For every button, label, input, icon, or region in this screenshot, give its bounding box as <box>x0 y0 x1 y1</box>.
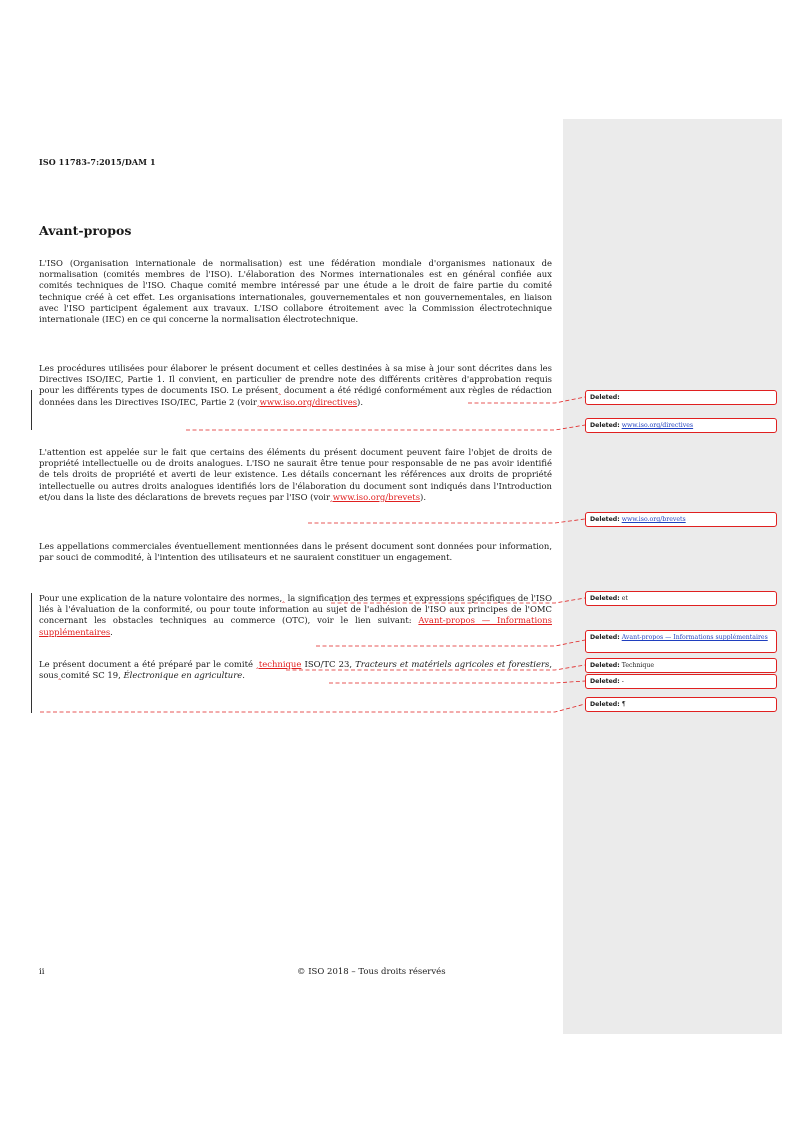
comment-value: - <box>621 678 624 685</box>
deletion-mark: ‸ <box>282 594 285 603</box>
directives-link[interactable]: www.iso.org/directives <box>259 396 358 407</box>
comment-label: Deleted: <box>590 394 620 401</box>
comment-value: www.iso.org/directives <box>621 422 694 429</box>
comment-balloon[interactable] <box>585 697 777 712</box>
paragraph-committee-text-d: comité SC 19, <box>60 670 121 681</box>
paragraph-committee-text-a: Le présent document a été préparé par le comité <box>39 659 253 669</box>
leader-line <box>286 665 585 670</box>
leader-line <box>316 640 585 646</box>
copyright-notice: © ISO 2018 – Tous droits réservés <box>297 967 446 977</box>
paragraph-intro: L'ISO (Organisation internationale de normalisation) est une fédération mondiale d'organismes nationaux de normalisation (comités membres de l'ISO). L'élaboration des Normes internationales est en général confiée aux comités techniques de l'ISO. Chaque comité membre intéressé par une étude a le droit de faire partie du comité technique créé à cet effet. Les organisations internationales, gouvernementales et non gouvernementales, en liaison avec l'ISO participent également aux travaux. L'ISO collabore étroitement avec la Commission électrotechnique internationale (IEC) en ce qui concerne la normalisation électrotechnique. <box>39 258 552 325</box>
leader-line <box>40 704 585 712</box>
leader-line <box>308 519 585 523</box>
page-number: ii <box>39 967 45 977</box>
deletion-mark: ‸ <box>278 386 281 396</box>
comment-label: Deleted: <box>590 422 620 429</box>
comment-value: www.iso.org/brevets <box>621 516 686 523</box>
paragraph-conformity-text-a: Pour une explication de la nature volontaire des normes, <box>39 593 283 603</box>
paragraph-committee-end: . <box>242 670 245 681</box>
paragraph-patents-end: ). <box>420 491 427 502</box>
inserted-text-technique: technique <box>258 659 302 669</box>
comment-balloon[interactable] <box>585 591 777 606</box>
paragraph-committee-text-c: , sous <box>39 659 553 681</box>
paragraph-committee-text-b: ISO/TC 23, <box>304 659 353 669</box>
comment-balloon[interactable] <box>585 390 777 405</box>
comment-label: Deleted: <box>590 701 620 708</box>
comment-value: ¶ <box>621 701 626 708</box>
comment-label: Deleted: <box>590 662 620 669</box>
page-title: Avant-propos <box>39 223 132 238</box>
leader-line <box>468 397 585 403</box>
leader-line <box>186 425 585 430</box>
committee-sc-name: Électronique en agriculture <box>123 670 243 681</box>
comment-balloon[interactable] <box>585 674 777 689</box>
comment-label: Deleted: <box>590 678 620 685</box>
comment-label: Deleted: <box>590 595 620 602</box>
comment-value: Avant-propos — Informations supplémentaires <box>621 634 768 641</box>
comment-value: Technique <box>621 662 655 669</box>
paragraph-procedures-end: ). <box>357 396 364 407</box>
paragraph-procedures-text-b: document a été rédigé conformément aux règles de rédaction données dans les Directives ISO/IEC, Partie 2 (voir <box>39 385 552 407</box>
patents-link[interactable]: www.iso.org/brevets <box>332 491 421 502</box>
comment-balloon[interactable] <box>585 658 777 673</box>
comment-value: et <box>621 595 628 602</box>
comment-balloon[interactable] <box>585 512 777 527</box>
comment-balloon[interactable] <box>585 418 777 433</box>
supplementary-info-link[interactable]: Avant-propos — Informations supplémentaires <box>39 615 552 637</box>
comment-label: Deleted: <box>590 634 620 641</box>
paragraph-procedures-text-a: Les procédures utilisées pour élaborer le présent document et celles destinées à sa mise à jour sont décrites dans les Directives ISO/IEC, Partie 1. Il convient, en particulier de prendre note des différents critères d'approbation requis pour les différents types de documents ISO. Le présent <box>39 363 552 396</box>
paragraph-conformity-end: . <box>110 626 113 637</box>
leader-line <box>331 598 585 603</box>
paragraph-conformity-text-b: la signification des termes et expressions spécifiques de l'ISO liés à l'évaluation de la conformité, ou pour toute information au sujet de l'adhésion de l'ISO aux principes de l'OMC concernant les obstacles techniques au commerce (OTC), voir le lien suivant: <box>39 593 553 626</box>
deletion-mark: ‸ <box>256 660 259 669</box>
comment-balloon[interactable] <box>585 630 777 653</box>
deletion-mark: ‸ <box>58 671 61 681</box>
deletion-mark: ‸ <box>330 492 333 502</box>
leader-line <box>329 681 585 683</box>
document-header: ISO 11783-7:2015/DAM 1 <box>39 157 156 167</box>
paragraph-patents-text: L'attention est appelée sur le fait que certains des éléments du présent document peuvent faire l'objet de droits de propriété intellectuelle ou de droits analogues. L'ISO ne saurait être tenue pour responsable de ne pas avoir identifié de tels droits de propriété et averti de leur existence. Les détails concernant les références aux droits de propriété intellectuelle ou autres droits analogues identifiés lors de l'élaboration du document sont indiqués dans l'Introduction et/ou dans la liste des déclarations de brevets reçues par l'ISO (voir <box>39 447 552 502</box>
paragraph-trademarks: Les appellations commerciales éventuellement mentionnées dans le présent document sont données pour information, par souci de commodité, à l'intention des utilisateurs et ne sauraient constituer un engagement. <box>39 541 552 563</box>
comment-label: Deleted: <box>590 516 620 523</box>
deletion-mark: ‸ <box>256 397 260 407</box>
committee-tc-name: Tracteurs et matériels agricoles et forestiers <box>355 659 550 669</box>
